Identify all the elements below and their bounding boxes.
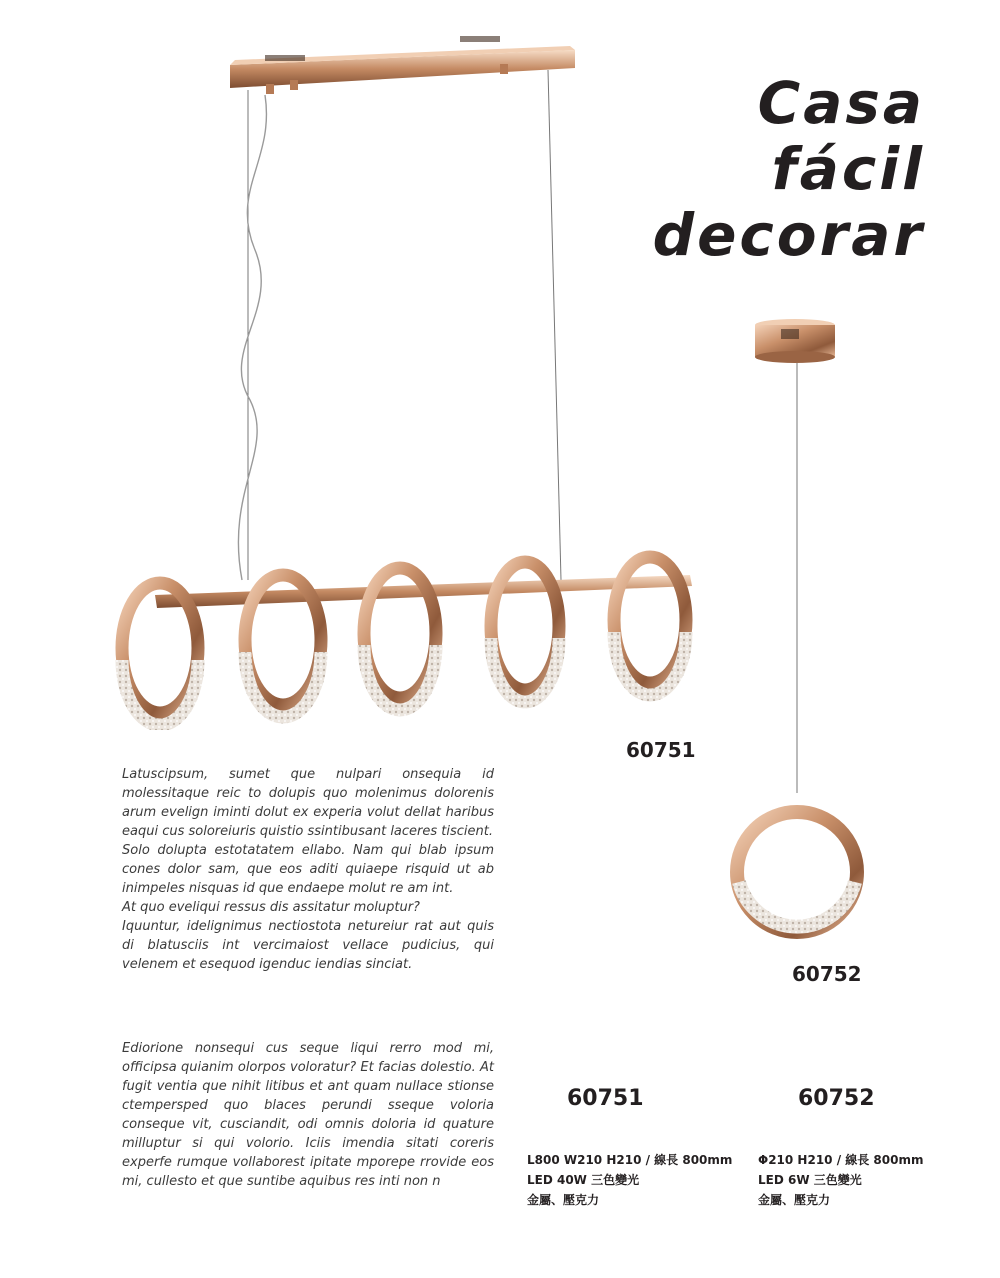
body-paragraph: Ediorione nonsequi cus seque liqui rerro mod mi, officipsa quianim olorpos voloratur? Et facias dolestio. At fugit ventia que nihit litibus et ant quam nullace stionse ctempersped quo blaces perundi sseque voloria conseque vit, cusciandit, odi omnis doloria id quature milluptur si qui volorio. Iciis imendia sitati coreris experfe rumque vollaborest ipitate mporepe rrovide eos mi, cullesto et que suntibe aquibus res inti non n	[122, 1041, 494, 1189]
spec-line: 金屬、壓克力	[758, 1193, 831, 1207]
body-text-block-1	[122, 765, 494, 974]
page-title	[653, 70, 925, 268]
body-text-block-2	[122, 1039, 494, 1191]
spec-line: Φ210 H210 / 線長 800mm	[758, 1153, 924, 1167]
body-paragraph: At quo eveliqui ressus dis assitatur moluptur?	[122, 900, 420, 915]
spec-list-60751	[527, 1150, 732, 1210]
spec-line: L800 W210 H210 / 線長 800mm	[527, 1153, 733, 1167]
image-caption-60751: 60751	[626, 738, 696, 762]
title-line-2: fácil	[771, 135, 925, 203]
body-paragraph: Latuscipsum, sumet que nulpari onsequia id molessitaque reic to dolupis quo molenimus dolorenis arum evelign iminti dolut ex experia volut dellat haribus eaqui cus soloreiuris quistio ssintibusant laceres tiscient.	[122, 767, 494, 839]
body-paragraph: Solo dolupta estotatatem ellabo. Nam qui blab ipsum cones dolor sam, que eos aditi quiaepe risquid ut ab inimpeles nisquas id que endaepe molut re am int.	[122, 843, 494, 896]
spec-line: LED 6W 三色變光	[758, 1173, 862, 1187]
spec-list-60752	[758, 1150, 924, 1210]
title-line-1: Casa	[757, 69, 925, 137]
body-paragraph: Iquuntur, idelignimus nectiostota netureiur rat aut quis di blatusciis int vercimaiost vellace pudicius, qui velenem et esequod igenduc iendias sinciat.	[122, 919, 494, 972]
single-pendant-lamp-image	[725, 315, 875, 955]
image-caption-60752: 60752	[792, 962, 862, 986]
title-line-3: decorar	[652, 201, 925, 269]
spec-code-60751: 60751	[567, 1086, 644, 1111]
spec-code-60752: 60752	[798, 1086, 875, 1111]
spec-line: LED 40W 三色變光	[527, 1173, 640, 1187]
spec-line: 金屬、壓克力	[527, 1193, 600, 1207]
linear-pendant-lamp-image	[100, 20, 710, 730]
